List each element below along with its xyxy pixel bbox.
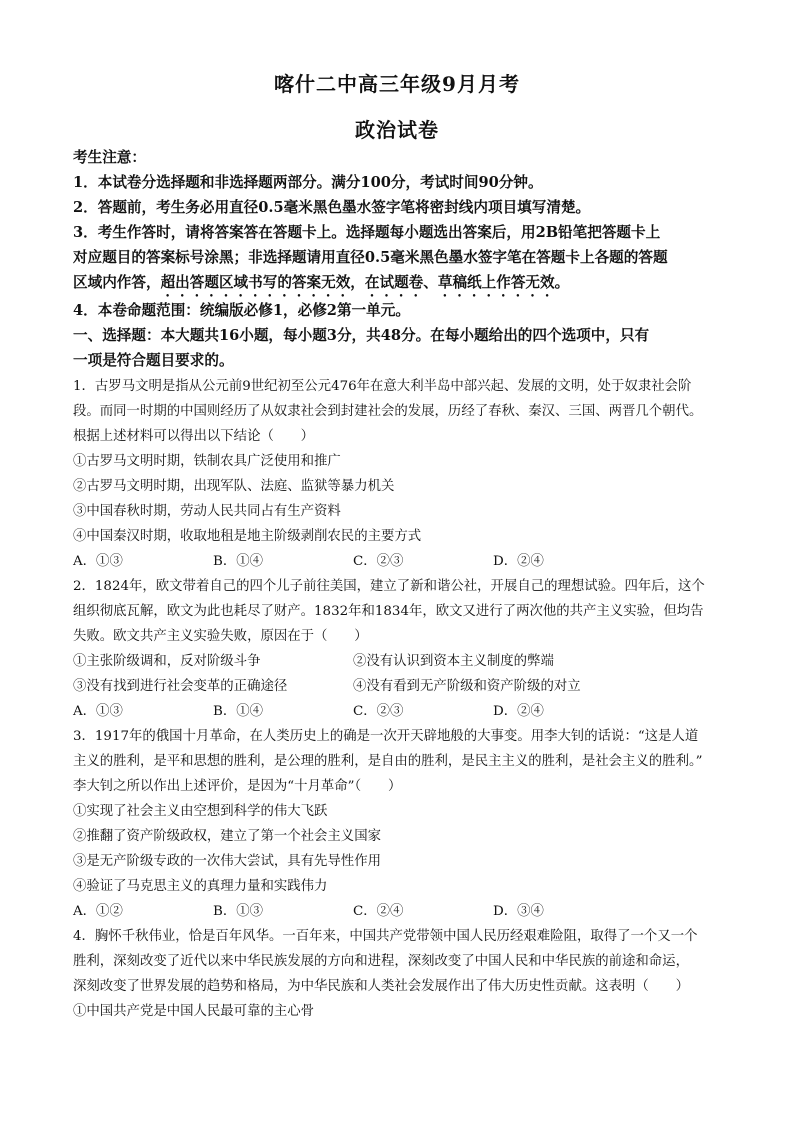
- q2-statement-2: ②没有认识到资本主义制度的弊端: [353, 654, 554, 669]
- q3-option-a: A．①②: [73, 904, 123, 919]
- q2-statement-1: ①主张阶级调和，反对阶级斗争: [73, 654, 261, 669]
- q3-stem-line-3: 李大钊之所以作出上述评价，是因为“十月革命”（ ）: [73, 779, 402, 794]
- q2-stem-line-3: 失败。欧文共产主义实验失败，原因在于（ ）: [73, 629, 368, 644]
- q3-statement-4: ④验证了马克思主义的真理力量和实践伟力: [73, 879, 328, 894]
- q3-stem-line-2: 主义的胜利，是平和思想的胜利，是公理的胜利，是自由的胜利，是民主主义的胜利，是社会主义的胜利。”: [73, 754, 703, 769]
- q2-options: [73, 702, 733, 722]
- exam-subject: 政治试卷: [355, 118, 439, 142]
- q1-option-b: B．①④: [213, 554, 264, 569]
- q3-option-c: C．②④: [353, 904, 404, 919]
- q2-stem-line-2: 组织彻底瓦解，欧文为此也耗尽了财产。1832年和1834年，欧文又进行了两次他的共产主义实验，但均告: [73, 604, 704, 619]
- q2-statement-3: ③没有找到进行社会变革的正确途径: [73, 679, 288, 694]
- q3-statement-1: ①实现了社会主义由空想到科学的伟大飞跃: [73, 804, 328, 819]
- q4-stem-line-2: 胜利，深刻改变了近代以来中华民族发展的方向和进程，深刻改变了中国人民和中华民族的前途和命运，: [73, 954, 689, 969]
- q4-stem-line-3: 深刻改变了世界发展的趋势和格局，为中华民族和人类社会发展作出了伟大历史性贡献。这表明（ ）: [73, 979, 689, 994]
- notice-item-3-line-3: [73, 273, 569, 300]
- q1-stem-line-2: 段。而同一时期的中国则经历了从奴隶社会到封建社会的发展，历经了春秋、秦汉、三国、两晋几个朝代。: [73, 404, 703, 419]
- q2-option-b: B．①④: [213, 704, 264, 719]
- notice-item-3-line-1: 3．考生作答时，请将答案答在答题卡上。选择题每小题选出答案后，用2B铅笔把答题卡上: [73, 224, 661, 241]
- q3-statement-3: ③是无产阶级专政的一次伟大尝试，具有先导性作用: [73, 854, 381, 869]
- q2-statements-row-1: [73, 652, 733, 672]
- q1-stem-line-3: 根据上述材料可以得出以下结论（ ）: [73, 429, 315, 444]
- q2-option-d: D．②④: [493, 704, 544, 719]
- notice-item-2: 2．答题前，考生务必用直径0.5毫米黑色墨水签字笔将密封线内项目填写清楚。: [73, 199, 591, 216]
- notice-item-3-emphasis: 超出答题区域书写的答案无效，在试题卷、草稿纸上作答无效: [160, 274, 555, 291]
- q2-statement-4: ④没有看到无产阶级和资产阶级的对立: [353, 679, 581, 694]
- q2-stem-line-1: 2．1824年，欧文带着自己的四个儿子前往美国，建立了新和谐公社，开展自己的理想试验。四年后，这个: [73, 579, 705, 594]
- q1-stem-line-1: 1．古罗马文明是指从公元前9世纪初至公元476年在意大利半岛中部兴起、发展的文明，处于奴隶社会阶: [73, 379, 692, 394]
- q3-option-b: B．①③: [213, 904, 264, 919]
- q2-option-c: C．②③: [353, 704, 404, 719]
- q1-option-d: D．②④: [493, 554, 544, 569]
- q3-option-d: D．③④: [493, 904, 544, 919]
- q1-option-a: A．①③: [73, 554, 123, 569]
- q3-statement-2: ②推翻了资产阶级政权，建立了第一个社会主义国家: [73, 829, 381, 844]
- q4-statement-1: ①中国共产党是中国人民最可靠的主心骨: [73, 1004, 315, 1019]
- q2-option-a: A．①③: [73, 704, 123, 719]
- q1-statement-4: ④中国秦汉时期，收取地租是地主阶级剥削农民的主要方式: [73, 529, 422, 544]
- q3-stem-line-1: 3．1917年的俄国十月革命，在人类历史上的确是一次开天辟地般的大事变。用李大钊的话说：“这是人道: [73, 729, 699, 744]
- q1-statement-3: ③中国春秋时期，劳动人民共同占有生产资料: [73, 504, 341, 519]
- section-1-heading-line-1: 一、选择题：本大题共16小题，每小题3分，共48分。在每小题给出的四个选项中，只有: [73, 327, 650, 344]
- notice-item-4: 4．本卷命题范围：统编版必修1，必修2第一单元。: [73, 302, 410, 319]
- q2-statements-row-2: [73, 677, 733, 697]
- q1-option-c: C．②③: [353, 554, 404, 569]
- q1-statement-1: ①古罗马文明时期，铁制农具广泛使用和推广: [73, 454, 341, 469]
- notice-heading: 考生注意：: [73, 149, 146, 166]
- notice-item-3-post: 。: [554, 274, 570, 291]
- notice-item-1: 1．本试卷分选择题和非选择题两部分。满分100分，考试时间90分钟。: [73, 174, 543, 191]
- notice-item-3-pre: 区域内作答，: [73, 274, 161, 291]
- notice-item-3-line-2: 对应题目的答案标号涂黑；非选择题请用直径0.5毫米黑色墨水签字笔在答题卡上各题的答题: [73, 249, 668, 266]
- q1-statement-2: ②古罗马文明时期，出现军队、法庭、监狱等暴力机关: [73, 479, 395, 494]
- q4-stem-line-1: 4．胸怀千秋伟业，恰是百年风华。一百年来，中国共产党带领中国人民历经艰难险阻，取得了一个又一个: [73, 929, 698, 944]
- q3-options: [73, 902, 733, 922]
- section-1-heading-line-2: 一项是符合题目要求的。: [73, 352, 234, 369]
- exam-title: 喀什二中高三年级9月月考: [274, 72, 520, 96]
- q1-options: [73, 552, 733, 572]
